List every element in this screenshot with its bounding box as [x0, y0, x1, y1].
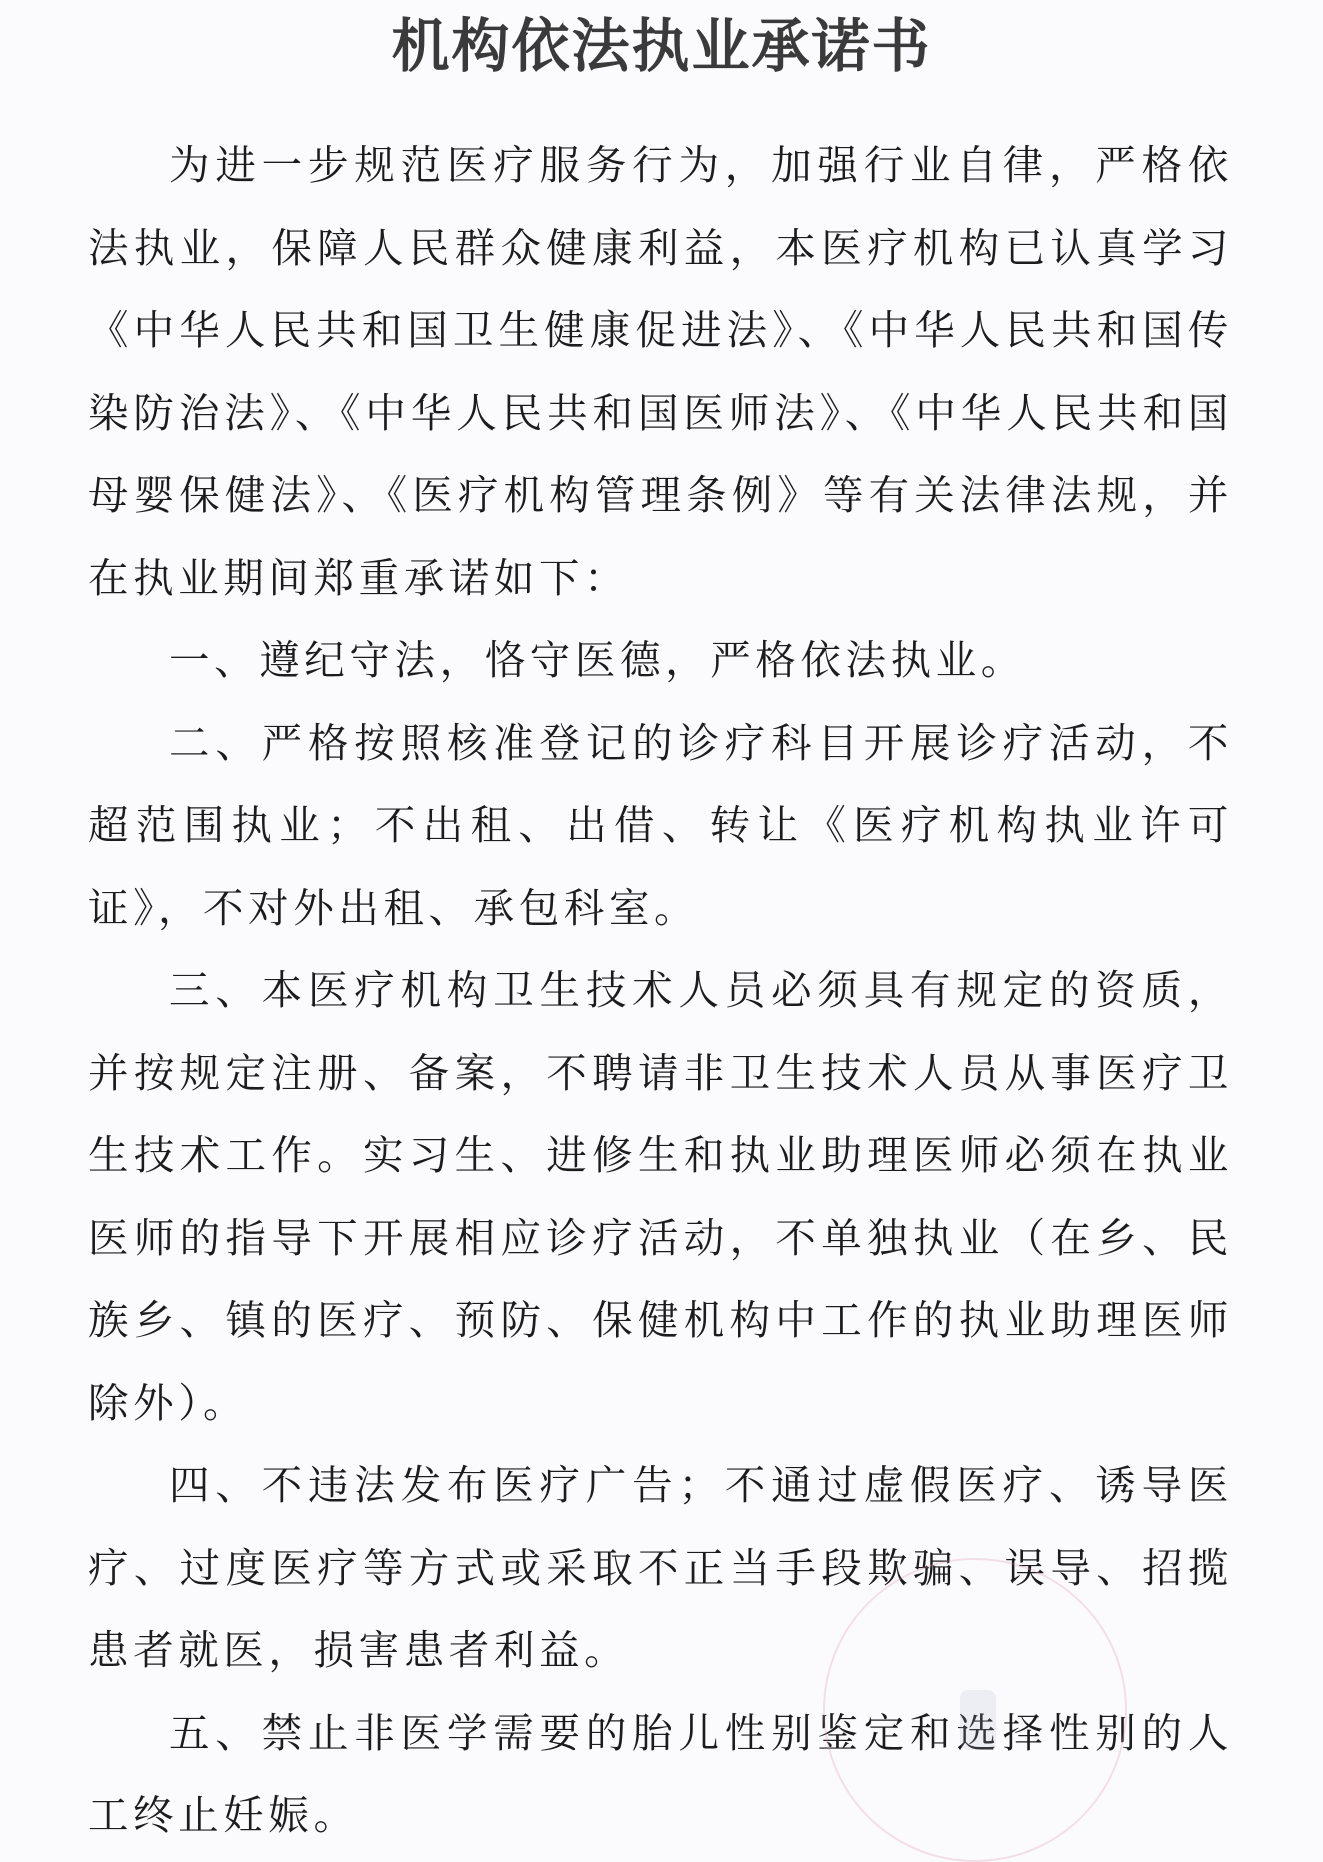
commitment-item-5: 五、禁止非医学需要的胎儿性别鉴定和选择性别的人工终止妊娠。 — [88, 1708, 1233, 1839]
commitment-item-3: 三、本医疗机构卫生技术人员必须具有规定的资质，并按规定注册、备案，不聘请非卫生技术人员从事医疗卫生技术工作。实习生、进修生和执业助理医师必须在执业医师的指导下开展相应诊疗活动，不单独执业（在乡、民族乡、镇的医疗、预防、保健机构中工作的执业助理医师除外）。 — [88, 966, 1233, 1427]
intro-paragraph: 为进一步规范医疗服务行为，加强行业自律，严格依法执业，保障人民群众健康利益，本医疗机构已认真学习《中华人民共和国卫生健康促进法》、《中华人民共和国传染防治法》、《中华人民共和国医师法》、《中华人民共和国母婴保健法》、《医疗机构管理条例》等有关法律法规，并在执业期间郑重承诺如下： — [88, 141, 1233, 602]
commitment-item-1: 一、遵纪守法，恪守医德，严格依法执业。 — [169, 636, 1026, 684]
document-body — [88, 124, 1233, 1857]
commitment-item-2: 二、严格按照核准登记的诊疗科目开展诊疗活动，不超范围执业；不出租、出借、转让《医疗机构执业许可证》，不对外出租、承包科室。 — [88, 718, 1233, 932]
document-title: 机构依法执业承诺书 — [391, 12, 932, 80]
commitment-item-4: 四、不违法发布医疗广告；不通过虚假医疗、诱导医疗、过度医疗等方式或采取不正当手段欺骗、误导、招揽患者就医，损害患者利益。 — [88, 1461, 1233, 1674]
